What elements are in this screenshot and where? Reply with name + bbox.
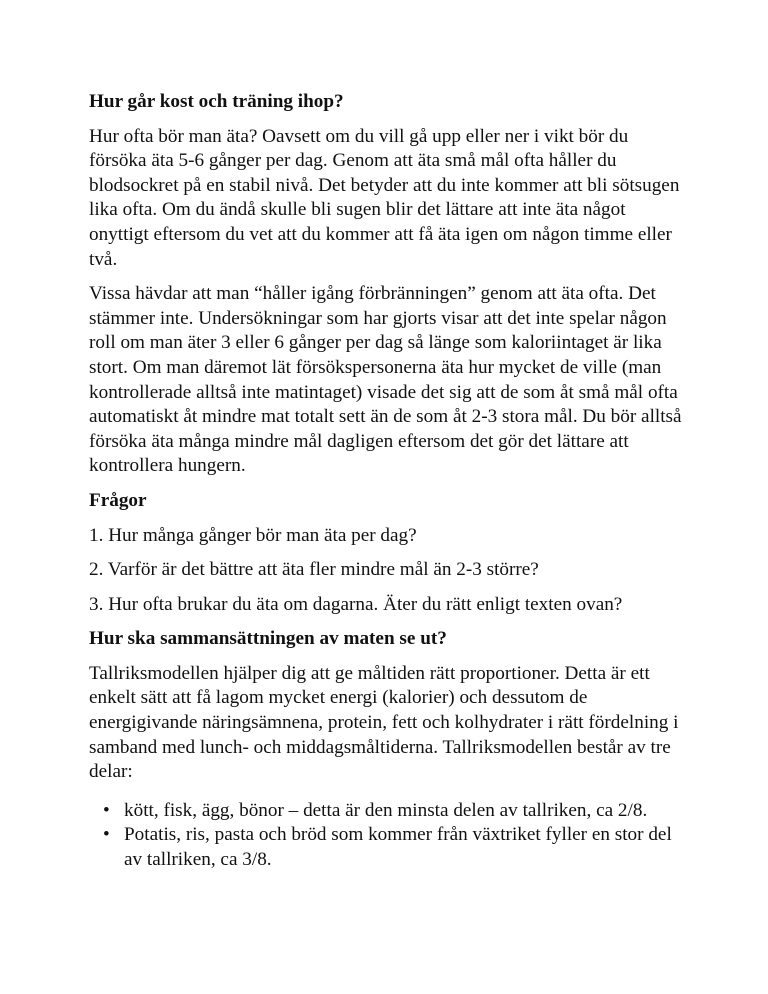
question-2: 2. Varför är det bättre att äta fler mindre mål än 2-3 större? [89,559,539,581]
paragraph-metabolism: Vissa hävdar att man “håller igång förbränningen” genom att äta ofta. Det stämmer inte. Undersökningar som har gjorts visar att det inte spelar någon roll om man äter 3 eller 6 gånger per dag så länge som kaloriintaget är lika stort. Om man däremot lät försökspersonerna äta hur mycket de ville (man kontrollerade alltså inte matintaget) visade det sig att de som åt små mål ofta automatiskt åt mindre mat totalt sett än de som åt 2-3 stora mål. Du bör alltså försöka äta många mindre mål dagligen eftersom det gör det lättare att kontrollera hungern. [89,283,682,477]
list-item-text: Potatis, ris, pasta och bröd som kommer från växtriket fyller en stor del av tallriken, ca 3/8. [124,824,672,871]
bullet-list [89,799,689,873]
bullet-icon: • [103,799,110,821]
list-item [89,823,689,872]
section-heading-kost-traning: Hur går kost och träning ihop? [89,91,344,112]
question-1: 1. Hur många gånger bör man äta per dag? [89,524,417,546]
document-page [89,90,689,873]
list-item [89,799,689,824]
section-heading-fragor: Frågor [89,489,147,511]
paragraph-tallriksmodellen: Tallriksmodellen hjälper dig att ge måltiden rätt proportioner. Detta är ett enkelt sätt att få lagom mycket energi (kalorier) och dessutom de energigivande näringsämnena, protein, fett och kolhydrater i rätt fördelning i samband med lunch- och middagsmåltiderna. Tallriksmodellen består av tre delar: [89,662,679,783]
question-3: 3. Hur ofta brukar du äta om dagarna. Äter du rätt enligt texten ovan? [89,593,623,615]
list-item-text: kött, fisk, ägg, bönor – detta är den minsta delen av tallriken, ca 2/8. [124,799,648,821]
bullet-icon: • [103,824,110,846]
section-heading-sammansattning: Hur ska sammansättningen av maten se ut? [89,628,447,650]
paragraph-eating-frequency: Hur ofta bör man äta? Oavsett om du vill gå upp eller ner i vikt bör du försöka äta 5-6 gånger per dag. Genom att äta små mål ofta håller du blodsockret på en stabil nivå. Det betyder att du inte kommer att bli sötsugen lika ofta. Om du ändå skulle bli sugen blir det lättare att inte äta något onyttigt eftersom du vet att du kommer att få äta igen om någon timme eller två. [89,125,680,270]
